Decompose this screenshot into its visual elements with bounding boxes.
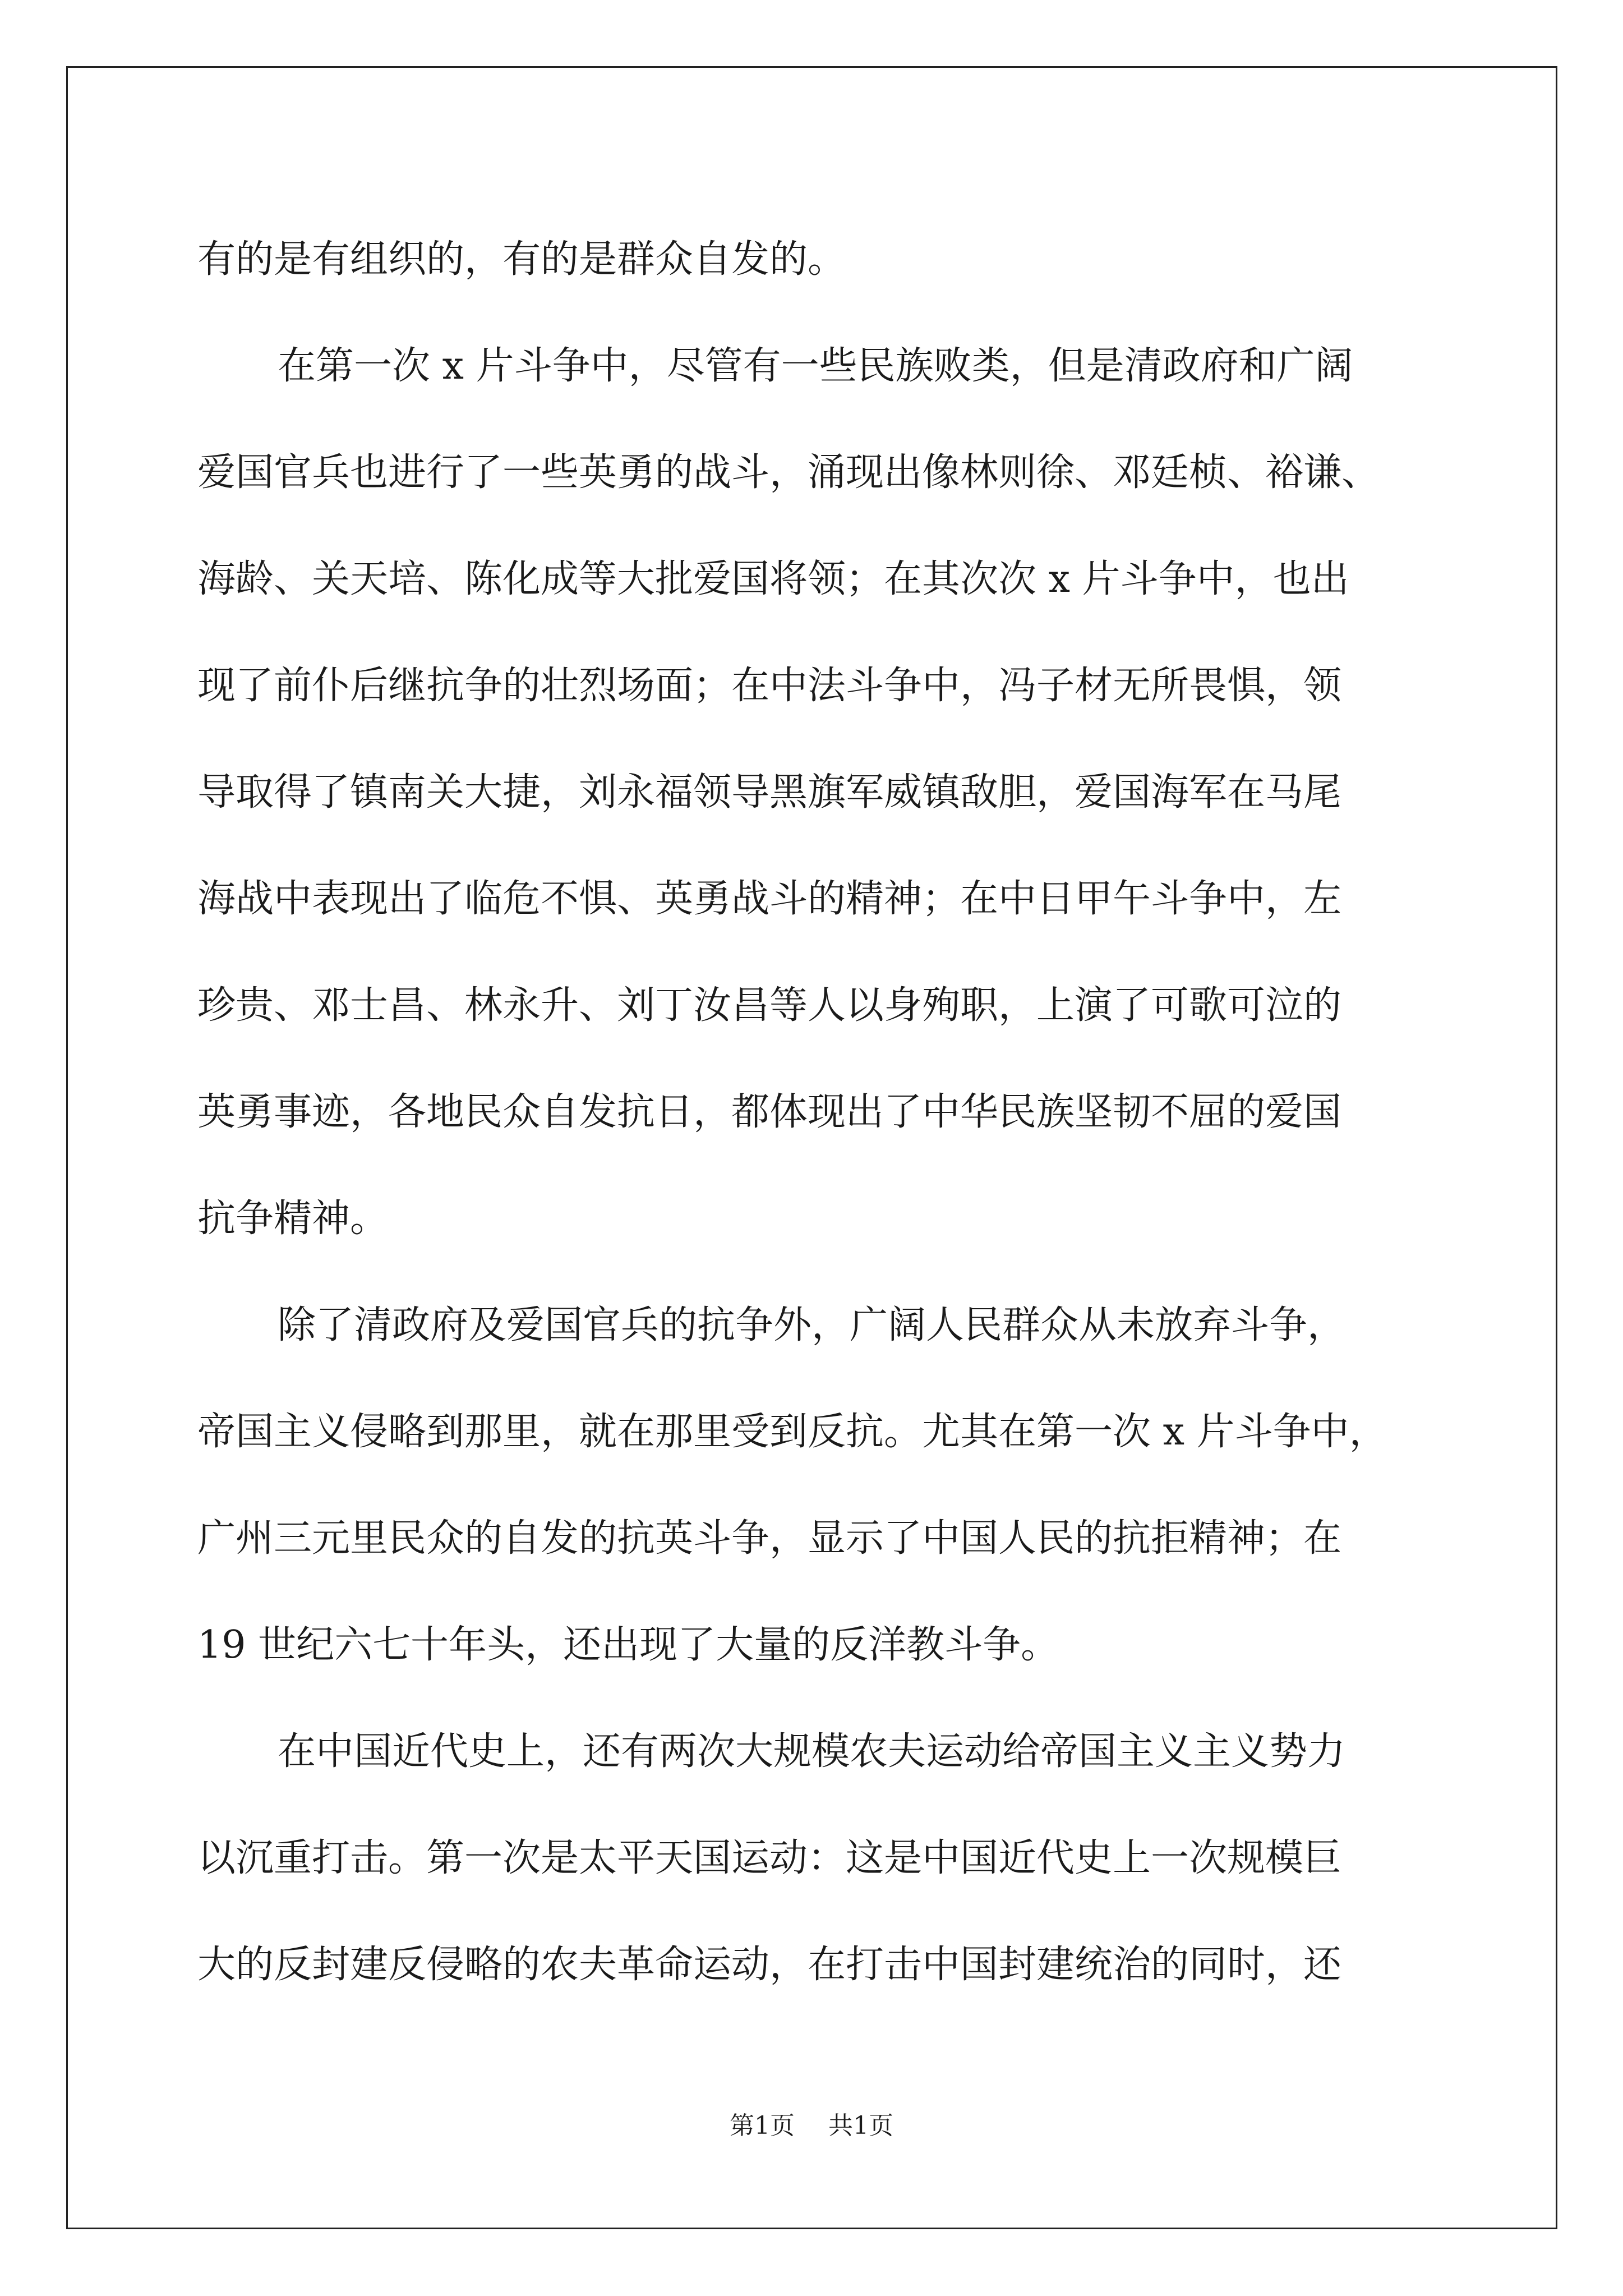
text-line: 抗争精神。 [197, 1197, 389, 1241]
text-line: 以沉重打击。第一次是太平天国运动：这是中国近代史上一次规模巨 [197, 1836, 1342, 1880]
text-line: 有的是有组织的，有的是群众自发的。 [197, 237, 846, 282]
page-footer [0, 2109, 1623, 2143]
page-number: 第1页 [730, 2111, 795, 2140]
text-line: 导取得了镇南关大捷，刘永福领导黑旗军威镇敌胆，爱国海军在马尾 [197, 770, 1342, 815]
text-line: 大的反封建反侵略的农夫革命运动，在打击中国封建统治的同时，还 [197, 1943, 1342, 1987]
text-line: 19 世纪六七十年头，还出现了大量的反洋教斗争。 [197, 1623, 1059, 1667]
page-total: 共1页 [828, 2111, 893, 2140]
text-line: 帝国主义侵略到那里，就在那里受到反抗。尤其在第一次 x 片斗争中， [197, 1410, 1387, 1454]
paragraph-start-line: 除了清政府及爱国官兵的抗争外，广阔人民群众从未放弃斗争， [278, 1303, 1346, 1347]
text-line: 海龄、关天培、陈化成等大批爱国将领；在其次次 x 片斗争中，也出 [197, 557, 1349, 601]
text-line: 海战中表现出了临危不惧、英勇战斗的精神；在中日甲午斗争中，左 [197, 877, 1342, 921]
paragraph-start-line: 在第一次 x 片斗争中，尽管有一些民族败类，但是清政府和广阔 [278, 344, 1353, 388]
text-line: 英勇事迹，各地民众自发抗日，都体现出了中华民族坚韧不屈的爱国 [197, 1090, 1342, 1134]
text-line: 爱国官兵也进行了一些英勇的战斗，涌现出像林则徐、邓廷桢、裕谦、 [197, 450, 1380, 495]
document-body [197, 206, 1437, 2018]
text-line: 珍贵、邓士昌、林永升、刘丁汝昌等人以身殉职，上演了可歌可泣的 [197, 983, 1342, 1028]
paragraph-start-line: 在中国近代史上，还有两次大规模农夫运动给帝国主义主义势力 [278, 1729, 1346, 1774]
text-line: 广州三元里民众的自发的抗英斗争，显示了中国人民的抗拒精神；在 [197, 1516, 1342, 1561]
text-line: 现了前仆后继抗争的壮烈场面；在中法斗争中，冯子材无所畏惧，领 [197, 664, 1342, 708]
